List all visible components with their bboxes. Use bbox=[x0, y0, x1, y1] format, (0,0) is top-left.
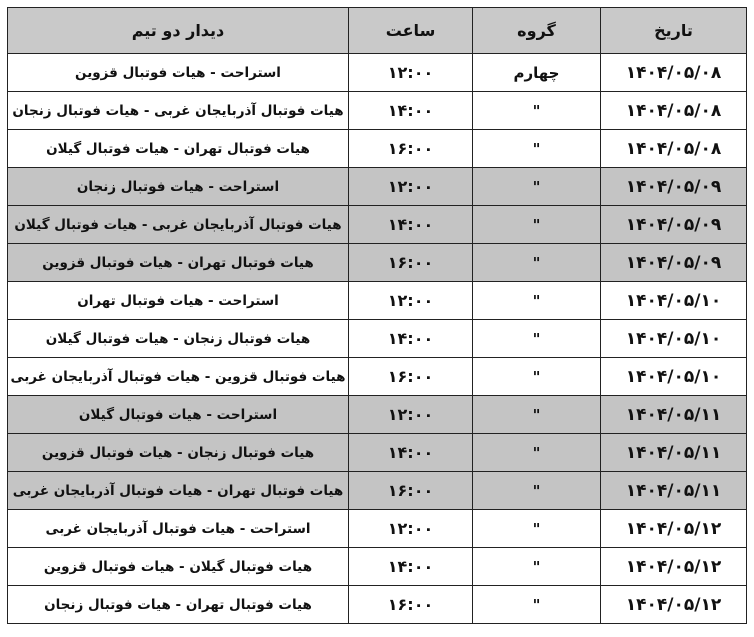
cell-match: استراحت - هیات فوتبال تهران bbox=[8, 282, 349, 320]
header-match: دیدار دو تیم bbox=[8, 8, 349, 54]
cell-match: هیات فوتبال تهران - هیات فوتبال آذربایجان غربی bbox=[8, 472, 349, 510]
cell-time: ۱۴:۰۰ bbox=[349, 548, 473, 586]
cell-time: ۱۲:۰۰ bbox=[349, 54, 473, 92]
cell-time: ۱۶:۰۰ bbox=[349, 244, 473, 282]
cell-match: هیات فوتبال آذربایجان غربی - هیات فوتبال زنجان bbox=[8, 92, 349, 130]
cell-group: " bbox=[473, 434, 601, 472]
cell-group: " bbox=[473, 206, 601, 244]
match-schedule-table bbox=[7, 7, 747, 624]
cell-date: ۱۴۰۴/۰۵/۰۹ bbox=[601, 168, 747, 206]
cell-date: ۱۴۰۴/۰۵/۰۸ bbox=[601, 130, 747, 168]
cell-match: هیات فوتبال زنجان - هیات فوتبال گیلان bbox=[8, 320, 349, 358]
cell-date: ۱۴۰۴/۰۵/۱۲ bbox=[601, 510, 747, 548]
table-row bbox=[8, 472, 747, 510]
cell-match: هیات فوتبال آذربایجان غربی - هیات فوتبال گیلان bbox=[8, 206, 349, 244]
table-row bbox=[8, 320, 747, 358]
header-date: تاریخ bbox=[601, 8, 747, 54]
cell-match: استراحت - هیات فوتبال گیلان bbox=[8, 396, 349, 434]
table-row bbox=[8, 548, 747, 586]
cell-group: " bbox=[473, 510, 601, 548]
cell-date: ۱۴۰۴/۰۵/۱۲ bbox=[601, 586, 747, 624]
cell-time: ۱۴:۰۰ bbox=[349, 434, 473, 472]
cell-match: استراحت - هیات فوتبال قزوین bbox=[8, 54, 349, 92]
cell-group: " bbox=[473, 168, 601, 206]
table-row bbox=[8, 396, 747, 434]
cell-group: " bbox=[473, 548, 601, 586]
cell-time: ۱۲:۰۰ bbox=[349, 510, 473, 548]
cell-date: ۱۴۰۴/۰۵/۰۸ bbox=[601, 54, 747, 92]
table-row bbox=[8, 586, 747, 624]
cell-date: ۱۴۰۴/۰۵/۱۰ bbox=[601, 282, 747, 320]
cell-time: ۱۲:۰۰ bbox=[349, 396, 473, 434]
table-row bbox=[8, 206, 747, 244]
cell-time: ۱۶:۰۰ bbox=[349, 358, 473, 396]
table-header-row bbox=[8, 8, 747, 54]
cell-match: هیات فوتبال گیلان - هیات فوتبال قزوین bbox=[8, 548, 349, 586]
cell-time: ۱۴:۰۰ bbox=[349, 320, 473, 358]
table-row bbox=[8, 130, 747, 168]
header-group: گروه bbox=[473, 8, 601, 54]
cell-time: ۱۶:۰۰ bbox=[349, 130, 473, 168]
cell-date: ۱۴۰۴/۰۵/۰۹ bbox=[601, 244, 747, 282]
table-row bbox=[8, 54, 747, 92]
table-row bbox=[8, 358, 747, 396]
cell-time: ۱۴:۰۰ bbox=[349, 92, 473, 130]
cell-time: ۱۶:۰۰ bbox=[349, 586, 473, 624]
table-row bbox=[8, 282, 747, 320]
cell-match: هیات فوتبال تهران - هیات فوتبال زنجان bbox=[8, 586, 349, 624]
cell-match: هیات فوتبال زنجان - هیات فوتبال قزوین bbox=[8, 434, 349, 472]
cell-match: هیات فوتبال تهران - هیات فوتبال گیلان bbox=[8, 130, 349, 168]
cell-group: " bbox=[473, 472, 601, 510]
cell-date: ۱۴۰۴/۰۵/۱۰ bbox=[601, 358, 747, 396]
cell-date: ۱۴۰۴/۰۵/۱۱ bbox=[601, 472, 747, 510]
cell-group: " bbox=[473, 130, 601, 168]
cell-time: ۱۶:۰۰ bbox=[349, 472, 473, 510]
table-body bbox=[8, 54, 747, 624]
table-row bbox=[8, 92, 747, 130]
cell-match: هیات فوتبال تهران - هیات فوتبال قزوین bbox=[8, 244, 349, 282]
table-row bbox=[8, 434, 747, 472]
table-row bbox=[8, 244, 747, 282]
cell-group: " bbox=[473, 396, 601, 434]
cell-time: ۱۲:۰۰ bbox=[349, 282, 473, 320]
cell-date: ۱۴۰۴/۰۵/۱۱ bbox=[601, 396, 747, 434]
cell-date: ۱۴۰۴/۰۵/۰۸ bbox=[601, 92, 747, 130]
cell-time: ۱۲:۰۰ bbox=[349, 168, 473, 206]
cell-group: " bbox=[473, 92, 601, 130]
header-time: ساعت bbox=[349, 8, 473, 54]
cell-group: چهارم bbox=[473, 54, 601, 92]
cell-time: ۱۴:۰۰ bbox=[349, 206, 473, 244]
schedule-sheet bbox=[7, 7, 746, 624]
cell-match: استراحت - هیات فوتبال زنجان bbox=[8, 168, 349, 206]
cell-date: ۱۴۰۴/۰۵/۰۹ bbox=[601, 206, 747, 244]
cell-group: " bbox=[473, 244, 601, 282]
table-row bbox=[8, 510, 747, 548]
cell-match: استراحت - هیات فوتبال آذربایجان غربی bbox=[8, 510, 349, 548]
cell-date: ۱۴۰۴/۰۵/۱۱ bbox=[601, 434, 747, 472]
cell-group: " bbox=[473, 358, 601, 396]
cell-group: " bbox=[473, 320, 601, 358]
cell-match: هیات فوتبال قزوین - هیات فوتبال آذربایجان غربی bbox=[8, 358, 349, 396]
cell-group: " bbox=[473, 586, 601, 624]
cell-date: ۱۴۰۴/۰۵/۱۲ bbox=[601, 548, 747, 586]
cell-group: " bbox=[473, 282, 601, 320]
table-row bbox=[8, 168, 747, 206]
cell-date: ۱۴۰۴/۰۵/۱۰ bbox=[601, 320, 747, 358]
